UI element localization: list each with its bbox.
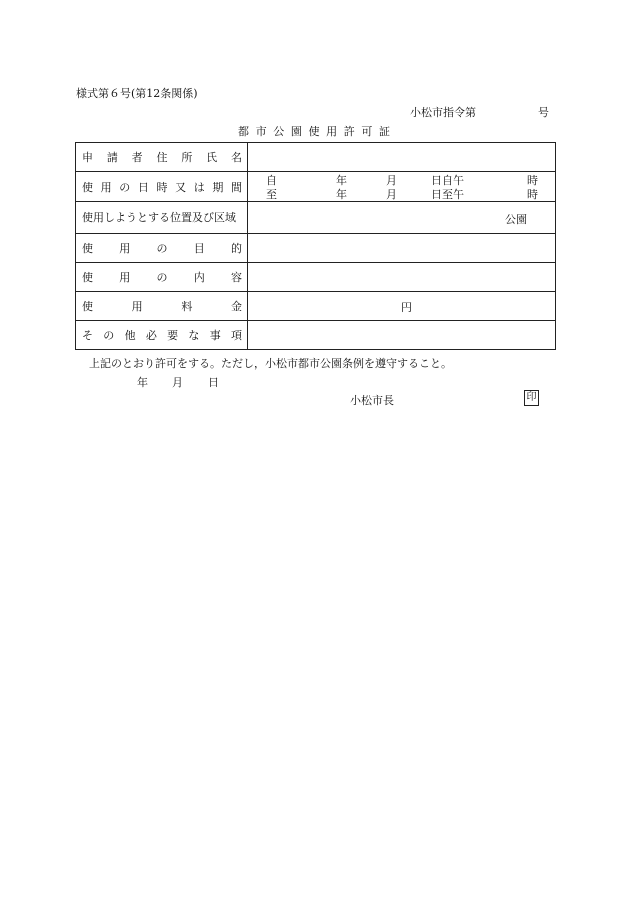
datetime-to-year: 年 [336, 188, 347, 201]
other-label: そ の 他 必 要 な 事 項 [76, 321, 248, 350]
datetime-to-prefix: 至 [266, 188, 277, 201]
datetime-from-day: 日自午 [431, 174, 464, 187]
table-row [76, 202, 556, 234]
datetime-to-hour: 時 [527, 188, 538, 201]
location-suffix: 公園 [505, 213, 527, 226]
fee-unit: 円 [401, 301, 412, 314]
date-day: 日 [208, 376, 219, 389]
date-year: 年 [137, 376, 148, 389]
permit-number-suffix: 号 [538, 106, 549, 119]
permit-number-label: 小松市指令第 [410, 106, 476, 119]
seal-stamp: 印 [524, 390, 539, 406]
location-label: 使用しようとする位置及び区域 [76, 202, 248, 234]
location-field[interactable] [248, 202, 556, 234]
table-row [76, 172, 556, 202]
table-row [76, 292, 556, 321]
applicant-label: 申 請 者 住 所 氏 名 [76, 143, 248, 172]
datetime-from-year: 年 [336, 174, 347, 187]
fee-label: 使 用 料 金 [76, 292, 248, 321]
applicant-field[interactable] [248, 143, 556, 172]
datetime-from-month: 月 [386, 174, 397, 187]
table-row [76, 263, 556, 292]
content-field[interactable] [248, 263, 556, 292]
permit-form-table [75, 142, 556, 350]
form-number: 様式第６号(第12条関係) [76, 87, 198, 100]
signatory: 小松市長 [350, 394, 394, 407]
fee-field[interactable] [248, 292, 556, 321]
date-month: 月 [172, 376, 183, 389]
table-row [76, 321, 556, 350]
content-label: 使 用 の 内 容 [76, 263, 248, 292]
datetime-field[interactable] [248, 172, 556, 202]
datetime-from-hour: 時 [527, 174, 538, 187]
datetime-to-month: 月 [386, 188, 397, 201]
table-row [76, 234, 556, 263]
table-row [76, 143, 556, 172]
other-field[interactable] [248, 321, 556, 350]
purpose-field[interactable] [248, 234, 556, 263]
datetime-to-day: 日至午 [431, 188, 464, 201]
document-title: 都 市 公 園 使 用 許 可 証 [238, 125, 390, 138]
permit-statement: 上記のとおり許可をする。ただし，小松市都市公園条例を遵守すること。 [89, 357, 452, 370]
datetime-from-prefix: 自 [266, 174, 277, 187]
datetime-label: 使 用 の 日 時 又 は 期 間 [76, 172, 248, 202]
purpose-label: 使 用 の 目 的 [76, 234, 248, 263]
